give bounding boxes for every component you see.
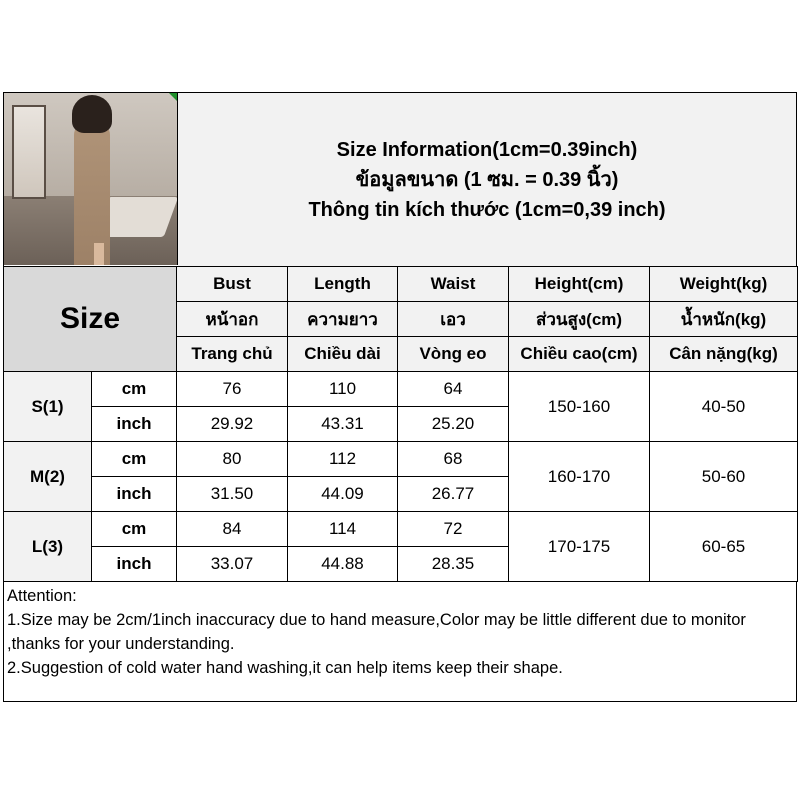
title-block [178,93,796,266]
value-cell: 72 [398,512,509,547]
col-weight-vi: Cân nặng(kg) [650,337,798,372]
size-header: Size [4,267,177,372]
weight-range: 40-50 [650,372,798,442]
value-cell: 33.07 [177,547,288,582]
col-waist-vi: Vòng eo [398,337,509,372]
value-cell: 43.31 [288,407,398,442]
value-cell: 112 [288,442,398,477]
col-bust: Bust [177,267,288,302]
title-english: Size Information(1cm=0.39inch) [336,138,638,161]
size-label: S(1) [4,372,92,442]
table-row [4,372,798,407]
chart-header [3,92,797,266]
value-cell: 44.09 [288,477,398,512]
note-line-2: 2.Suggestion of cold water hand washing,it can help items keep their shape. [7,659,563,677]
photo-window [12,105,46,199]
value-cell: 25.20 [398,407,509,442]
table-row [4,512,798,547]
attention-notes [3,582,797,702]
value-cell: 68 [398,442,509,477]
unit-cm: cm [92,372,177,407]
value-cell: 76 [177,372,288,407]
unit-cm: cm [92,442,177,477]
size-label: L(3) [4,512,92,582]
title-thai: ข้อมูลขนาด (1 ซม. = 0.39 นิ้ว) [355,168,619,191]
height-range: 150-160 [509,372,650,442]
header-row-english [4,267,798,302]
value-cell: 110 [288,372,398,407]
unit-cm: cm [92,512,177,547]
note-line-1: 1.Size may be 2cm/1inch inaccuracy due to hand measure,Color may be little different due to monitor ,thanks for your understanding. [7,611,746,653]
value-cell: 84 [177,512,288,547]
col-length: Length [288,267,398,302]
weight-range: 50-60 [650,442,798,512]
col-length-thai: ความยาว [288,302,398,337]
unit-inch: inch [92,477,177,512]
photo-leg [94,243,104,265]
photo-corner-mark [169,93,177,101]
unit-inch: inch [92,547,177,582]
product-photo [4,93,178,265]
notes-heading: Attention: [7,587,77,605]
col-waist: Waist [398,267,509,302]
value-cell: 44.88 [288,547,398,582]
col-weight: Weight(kg) [650,267,798,302]
col-bust-thai: หน้าอก [177,302,288,337]
value-cell: 26.77 [398,477,509,512]
size-label: M(2) [4,442,92,512]
col-height-vi: Chiều cao(cm) [509,337,650,372]
photo-hair [72,95,112,133]
size-chart [3,92,797,702]
col-waist-thai: เอว [398,302,509,337]
unit-inch: inch [92,407,177,442]
weight-range: 60-65 [650,512,798,582]
height-range: 170-175 [509,512,650,582]
col-weight-thai: น้ำหนัก(kg) [650,302,798,337]
photo-dress [74,121,110,265]
col-height-thai: ส่วนสูง(cm) [509,302,650,337]
col-height: Height(cm) [509,267,650,302]
title-vietnamese: Thông tin kích thước (1cm=0,39 inch) [308,198,666,221]
col-bust-vi: Trang chủ [177,337,288,372]
size-table [3,266,798,582]
value-cell: 114 [288,512,398,547]
value-cell: 29.92 [177,407,288,442]
table-row [4,442,798,477]
value-cell: 64 [398,372,509,407]
col-length-vi: Chiều dài [288,337,398,372]
value-cell: 80 [177,442,288,477]
value-cell: 31.50 [177,477,288,512]
value-cell: 28.35 [398,547,509,582]
height-range: 160-170 [509,442,650,512]
